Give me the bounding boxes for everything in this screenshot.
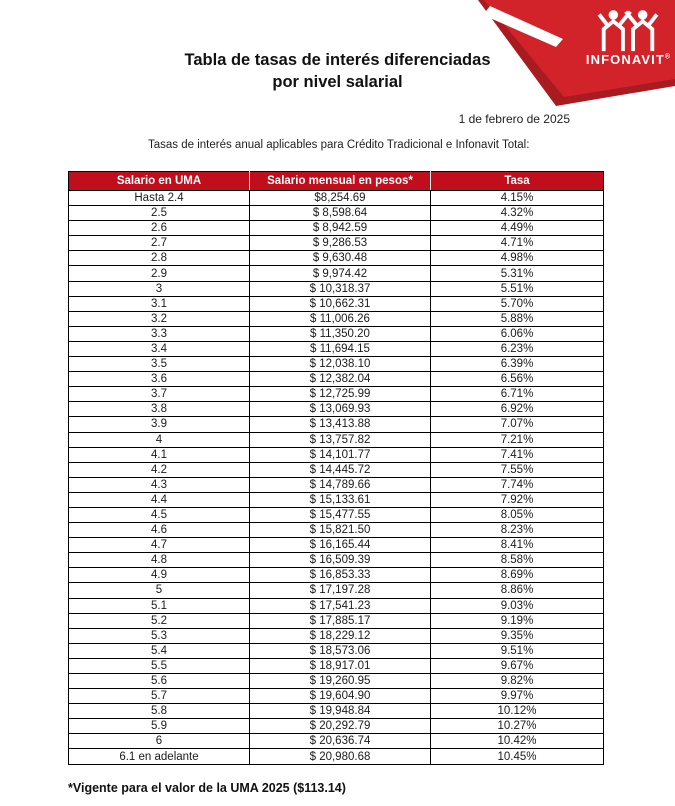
cell-salario-pesos: $ 9,286.53 — [250, 236, 431, 251]
cell-tasa: 8.86% — [431, 583, 604, 598]
cell-salario-uma: 4.5 — [69, 507, 250, 522]
cell-tasa: 9.35% — [431, 628, 604, 643]
table-row — [69, 492, 604, 507]
cell-tasa: 7.92% — [431, 492, 604, 507]
cell-salario-uma: 2.5 — [69, 206, 250, 221]
cell-salario-uma: 4.3 — [69, 477, 250, 492]
cell-salario-pesos: $ 11,694.15 — [250, 341, 431, 356]
cell-salario-uma: 4.9 — [69, 568, 250, 583]
table-row — [69, 507, 604, 522]
cell-tasa: 9.51% — [431, 643, 604, 658]
cell-tasa: 5.88% — [431, 311, 604, 326]
cell-salario-pesos: $ 13,757.82 — [250, 432, 431, 447]
table-row — [69, 417, 604, 432]
table-row — [69, 387, 604, 402]
table-row — [69, 613, 604, 628]
table-header-row — [69, 172, 604, 191]
cell-salario-uma: 3.3 — [69, 326, 250, 341]
cell-salario-uma: 6.1 en adelante — [69, 749, 250, 764]
table-row — [69, 658, 604, 673]
cell-tasa: 9.19% — [431, 613, 604, 628]
cell-salario-pesos: $ 13,413.88 — [250, 417, 431, 432]
cell-salario-pesos: $8,254.69 — [250, 191, 431, 206]
logo-text: INFONAVIT — [585, 52, 665, 67]
cell-salario-uma: 2.8 — [69, 251, 250, 266]
column-header-tasa: Tasa — [431, 172, 604, 191]
cell-tasa: 9.82% — [431, 674, 604, 689]
cell-salario-pesos: $ 12,038.10 — [250, 357, 431, 372]
table-caption: Tasas de interés anual aplicables para Crédito Tradicional e Infonavit Total: — [148, 139, 530, 151]
table-body — [69, 191, 604, 765]
cell-salario-pesos: $ 15,477.55 — [250, 507, 431, 522]
cell-tasa: 7.55% — [431, 462, 604, 477]
cell-salario-pesos: $ 19,604.90 — [250, 689, 431, 704]
cell-salario-uma: 3.9 — [69, 417, 250, 432]
cell-salario-uma: 5.8 — [69, 704, 250, 719]
cell-tasa: 10.12% — [431, 704, 604, 719]
cell-tasa: 4.15% — [431, 191, 604, 206]
cell-tasa: 4.71% — [431, 236, 604, 251]
cell-tasa: 6.23% — [431, 341, 604, 356]
cell-tasa: 10.45% — [431, 749, 604, 764]
cell-tasa: 9.03% — [431, 598, 604, 613]
cell-salario-uma: 4.6 — [69, 523, 250, 538]
cell-tasa: 7.07% — [431, 417, 604, 432]
cell-salario-pesos: $ 9,974.42 — [250, 266, 431, 281]
table-row — [69, 357, 604, 372]
cell-tasa: 5.70% — [431, 296, 604, 311]
table-row — [69, 221, 604, 236]
page-title — [0, 49, 675, 93]
cell-salario-uma: Hasta 2.4 — [69, 191, 250, 206]
table-row — [69, 704, 604, 719]
cell-tasa: 8.23% — [431, 523, 604, 538]
table-row — [69, 372, 604, 387]
cell-salario-uma: 5.2 — [69, 613, 250, 628]
cell-tasa: 6.56% — [431, 372, 604, 387]
table-row — [69, 749, 604, 764]
cell-salario-pesos: $ 10,662.31 — [250, 296, 431, 311]
cell-tasa: 6.06% — [431, 326, 604, 341]
cell-salario-pesos: $ 20,292.79 — [250, 719, 431, 734]
cell-salario-pesos: $ 12,725.99 — [250, 387, 431, 402]
cell-salario-pesos: $ 17,885.17 — [250, 613, 431, 628]
cell-salario-uma: 2.6 — [69, 221, 250, 236]
table-row — [69, 689, 604, 704]
table-row — [69, 191, 604, 206]
infonavit-figures-icon — [595, 8, 661, 52]
cell-tasa: 10.42% — [431, 734, 604, 749]
table-row — [69, 598, 604, 613]
cell-salario-pesos: $ 13,069.93 — [250, 402, 431, 417]
cell-tasa: 6.71% — [431, 387, 604, 402]
cell-salario-uma: 3.5 — [69, 357, 250, 372]
uma-footnote: *Vigente para el valor de la UMA 2025 ($113.14) — [68, 781, 346, 795]
cell-salario-pesos: $ 18,229.12 — [250, 628, 431, 643]
table-row — [69, 553, 604, 568]
cell-tasa: 7.74% — [431, 477, 604, 492]
document-date: 1 de febrero de 2025 — [458, 112, 570, 126]
cell-salario-uma: 4.8 — [69, 553, 250, 568]
table-row — [69, 643, 604, 658]
cell-salario-pesos: $ 16,853.33 — [250, 568, 431, 583]
cell-salario-pesos: $ 18,917.01 — [250, 658, 431, 673]
cell-tasa: 9.67% — [431, 658, 604, 673]
cell-tasa: 7.41% — [431, 447, 604, 462]
cell-tasa: 4.49% — [431, 221, 604, 236]
table-row — [69, 477, 604, 492]
cell-tasa: 6.92% — [431, 402, 604, 417]
cell-salario-pesos: $ 12,382.04 — [250, 372, 431, 387]
cell-salario-uma: 2.7 — [69, 236, 250, 251]
cell-tasa: 4.32% — [431, 206, 604, 221]
cell-salario-uma: 4.4 — [69, 492, 250, 507]
table-row — [69, 311, 604, 326]
table-row — [69, 523, 604, 538]
cell-salario-pesos: $ 8,942.59 — [250, 221, 431, 236]
table-row — [69, 734, 604, 749]
cell-tasa: 9.97% — [431, 689, 604, 704]
registered-mark: ® — [664, 53, 671, 61]
table-row — [69, 236, 604, 251]
table-row — [69, 266, 604, 281]
cell-salario-pesos: $ 19,260.95 — [250, 674, 431, 689]
title-line-1: Tabla de tasas de interés diferenciadas — [184, 51, 491, 69]
table-row — [69, 206, 604, 221]
cell-salario-uma: 2.9 — [69, 266, 250, 281]
table-row — [69, 447, 604, 462]
cell-salario-uma: 3 — [69, 281, 250, 296]
table-row — [69, 326, 604, 341]
cell-tasa: 5.51% — [431, 281, 604, 296]
table-row — [69, 462, 604, 477]
cell-salario-uma: 4.1 — [69, 447, 250, 462]
cell-salario-pesos: $ 14,101.77 — [250, 447, 431, 462]
column-header-salario-uma: Salario en UMA — [69, 172, 250, 191]
cell-salario-uma: 5.7 — [69, 689, 250, 704]
cell-salario-pesos: $ 16,165.44 — [250, 538, 431, 553]
cell-tasa: 4.98% — [431, 251, 604, 266]
cell-salario-uma: 3.1 — [69, 296, 250, 311]
cell-salario-uma: 5.3 — [69, 628, 250, 643]
cell-salario-uma: 5.4 — [69, 643, 250, 658]
cell-salario-pesos: $ 16,509.39 — [250, 553, 431, 568]
cell-salario-pesos: $ 17,197.28 — [250, 583, 431, 598]
table-row — [69, 281, 604, 296]
cell-salario-pesos: $ 19,948.84 — [250, 704, 431, 719]
column-header-salario-pesos: Salario mensual en pesos* — [250, 172, 431, 191]
table-row — [69, 538, 604, 553]
cell-salario-pesos: $ 20,636.74 — [250, 734, 431, 749]
table-row — [69, 628, 604, 643]
cell-tasa: 5.31% — [431, 266, 604, 281]
cell-salario-uma: 5.1 — [69, 598, 250, 613]
table-row — [69, 341, 604, 356]
cell-salario-pesos: $ 20,980.68 — [250, 749, 431, 764]
cell-salario-uma: 5.5 — [69, 658, 250, 673]
cell-salario-pesos: $ 18,573.06 — [250, 643, 431, 658]
rates-table — [68, 171, 604, 765]
cell-salario-pesos: $ 10,318.37 — [250, 281, 431, 296]
cell-salario-pesos: $ 15,133.61 — [250, 492, 431, 507]
cell-salario-pesos: $ 11,350.20 — [250, 326, 431, 341]
cell-salario-uma: 3.7 — [69, 387, 250, 402]
cell-salario-uma: 3.2 — [69, 311, 250, 326]
cell-salario-pesos: $ 14,445.72 — [250, 462, 431, 477]
cell-salario-uma: 5.6 — [69, 674, 250, 689]
cell-tasa: 8.41% — [431, 538, 604, 553]
title-line-2: por nivel salarial — [272, 73, 403, 91]
table-row — [69, 719, 604, 734]
cell-salario-uma: 4.7 — [69, 538, 250, 553]
cell-tasa: 7.21% — [431, 432, 604, 447]
cell-salario-pesos: $ 15,821.50 — [250, 523, 431, 538]
cell-tasa: 8.05% — [431, 507, 604, 522]
cell-salario-pesos: $ 9,630.48 — [250, 251, 431, 266]
cell-salario-uma: 4 — [69, 432, 250, 447]
table-row — [69, 432, 604, 447]
table-row — [69, 402, 604, 417]
cell-tasa: 8.69% — [431, 568, 604, 583]
cell-salario-uma: 3.4 — [69, 341, 250, 356]
cell-tasa: 8.58% — [431, 553, 604, 568]
table-row — [69, 296, 604, 311]
cell-salario-uma: 3.6 — [69, 372, 250, 387]
table-row — [69, 568, 604, 583]
cell-salario-pesos: $ 11,006.26 — [250, 311, 431, 326]
cell-tasa: 10.27% — [431, 719, 604, 734]
cell-salario-uma: 5.9 — [69, 719, 250, 734]
cell-salario-uma: 5 — [69, 583, 250, 598]
cell-tasa: 6.39% — [431, 357, 604, 372]
table-row — [69, 674, 604, 689]
table-row — [69, 251, 604, 266]
cell-salario-pesos: $ 8,598.64 — [250, 206, 431, 221]
table-row — [69, 583, 604, 598]
cell-salario-pesos: $ 14,789.66 — [250, 477, 431, 492]
cell-salario-uma: 3.8 — [69, 402, 250, 417]
cell-salario-uma: 6 — [69, 734, 250, 749]
cell-salario-uma: 4.2 — [69, 462, 250, 477]
cell-salario-pesos: $ 17,541.23 — [250, 598, 431, 613]
